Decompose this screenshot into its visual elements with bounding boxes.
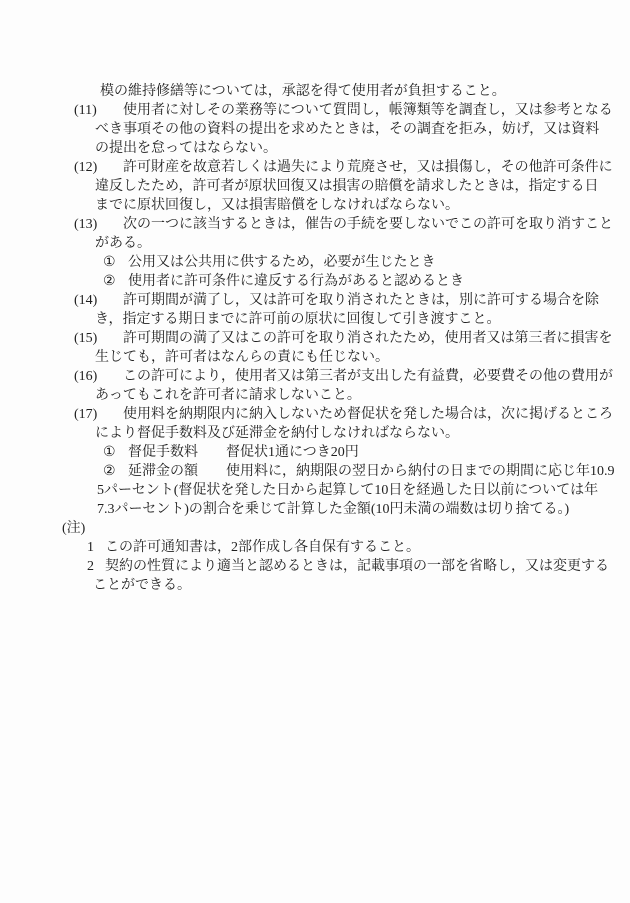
- text-line: [0, 139, 630, 158]
- line-text: き，指定する期日までに許可前の原状に回復して引き渡すこと。: [95, 312, 501, 327]
- circled-number: ②: [103, 464, 116, 479]
- line-text: 許可財産を故意若しくは過失により荒廃させ，又は損傷し，その他許可条件に: [123, 160, 613, 175]
- line-text: 次の一つに該当するときは，催告の手続を要しないでこの許可を取り消すこと: [123, 217, 613, 232]
- note-number: 1: [87, 540, 94, 555]
- note-number: 2: [87, 559, 94, 574]
- sub-clause-item: [0, 462, 630, 519]
- clause-item: [0, 405, 630, 443]
- clause-number: (15): [74, 331, 98, 346]
- line-text: 違反したため，許可者が原状回復又は損害の賠償を請求したときは，指定する日: [95, 179, 599, 194]
- line-text: あってもこれを許可者に請求しないこと。: [95, 388, 361, 403]
- text-line: [0, 386, 630, 405]
- text-line: [0, 348, 630, 367]
- text-line: [0, 215, 630, 234]
- line-text: までに原状回復し，又は損害賠償をしなければならない。: [95, 198, 459, 213]
- line-text: 許可期間が満了し，又は許可を取り消されたときは，別に許可する場合を除: [123, 293, 599, 308]
- note-item: [0, 538, 630, 557]
- text-line: [0, 101, 630, 120]
- text-line: [0, 481, 630, 500]
- line-text: この許可により，使用者又は第三者が支出した有益費，必要費その他の費用が: [123, 369, 613, 384]
- clause-number: (16): [74, 369, 98, 384]
- clause-item: [0, 329, 630, 367]
- carryover-paragraph: [0, 82, 630, 101]
- line-text: 使用者に対しその業務等について質問し，帳簿類等を調査し，又は参考となる: [123, 103, 613, 118]
- text-line: [0, 310, 630, 329]
- text-line: [0, 196, 630, 215]
- circled-number: ①: [103, 445, 116, 460]
- line-text: 模の維持修繕等については，承認を得て使用者が負担すること。: [100, 84, 506, 99]
- text-line: [0, 158, 630, 177]
- text-line: [0, 82, 630, 101]
- clause-item: [0, 158, 630, 215]
- text-line: [0, 367, 630, 386]
- text-line: [0, 177, 630, 196]
- text-line: [0, 538, 630, 557]
- clause-number: (17): [74, 407, 98, 422]
- line-text: 5パーセント(督促状を発した日から起算して10日を経過した日以前については年: [97, 483, 599, 498]
- text-line: [0, 462, 630, 481]
- clause-item: [0, 101, 630, 158]
- line-text: 公用又は公共用に供するため，必要が生じたとき: [128, 255, 436, 270]
- text-line: [0, 329, 630, 348]
- circled-number: ①: [103, 255, 116, 270]
- line-text: 督促手数料 督促状1通につき20円: [128, 445, 359, 460]
- sub-clause-item: [0, 253, 630, 272]
- clause-item: [0, 291, 630, 329]
- note-item: [0, 557, 630, 595]
- clause-number: (12): [74, 160, 98, 175]
- line-text: 7.3パーセント)の割合を乗じて計算した金額(10円未満の端数は切り捨てる。): [97, 502, 570, 517]
- text-line: [0, 272, 630, 291]
- line-text: 生じても，許可者はなんらの責にも任じない。: [95, 350, 389, 365]
- line-text: 許可期間の満了又はこの許可を取り消されたため，使用者又は第三者に損害を: [123, 331, 613, 346]
- line-text: ことができる。: [93, 578, 191, 593]
- text-line: [0, 291, 630, 310]
- line-text: がある。: [95, 236, 151, 251]
- text-line: [0, 424, 630, 443]
- line-text: べき事項その他の資料の提出を求めたときは，その調査を拒み，妨げ，又は資料: [95, 122, 600, 137]
- text-line: [0, 576, 630, 595]
- clause-number: (11): [74, 103, 97, 118]
- text-line: [0, 443, 630, 462]
- line-text: この許可通知書は，2部作成し各自保有すること。: [105, 540, 420, 555]
- circled-number: ②: [103, 274, 116, 289]
- line-text: 使用者に許可条件に違反する行為があると認めるとき: [128, 274, 464, 289]
- clause-item: [0, 367, 630, 405]
- line-text: 延滞金の額 使用料に，納期限の翌日から納付の日までの期間に応じ年10.9: [128, 464, 615, 479]
- line-text: の提出を怠ってはならない。: [95, 141, 277, 156]
- line-text: 契約の性質により適当と認めるときは，記載事項の一部を省略し，又は変更する: [105, 559, 609, 574]
- text-line: [0, 120, 630, 139]
- notes-header: [0, 519, 630, 538]
- document-body: [0, 82, 630, 595]
- line-text: 使用料を納期限内に納入しないため督促状を発した場合は，次に掲げるところ: [123, 407, 613, 422]
- sub-clause-item: [0, 443, 630, 462]
- sub-clause-item: [0, 272, 630, 291]
- text-line: [0, 500, 630, 519]
- clause-number: (14): [74, 293, 98, 308]
- text-line: [0, 519, 630, 538]
- text-line: [0, 253, 630, 272]
- clause-item: [0, 215, 630, 253]
- text-line: [0, 557, 630, 576]
- clause-number: (13): [74, 217, 98, 232]
- line-text: により督促手数料及び延滞金を納付しなければならない。: [95, 426, 459, 441]
- text-line: [0, 234, 630, 253]
- text-line: [0, 405, 630, 424]
- notes-header-label: (注): [62, 521, 86, 536]
